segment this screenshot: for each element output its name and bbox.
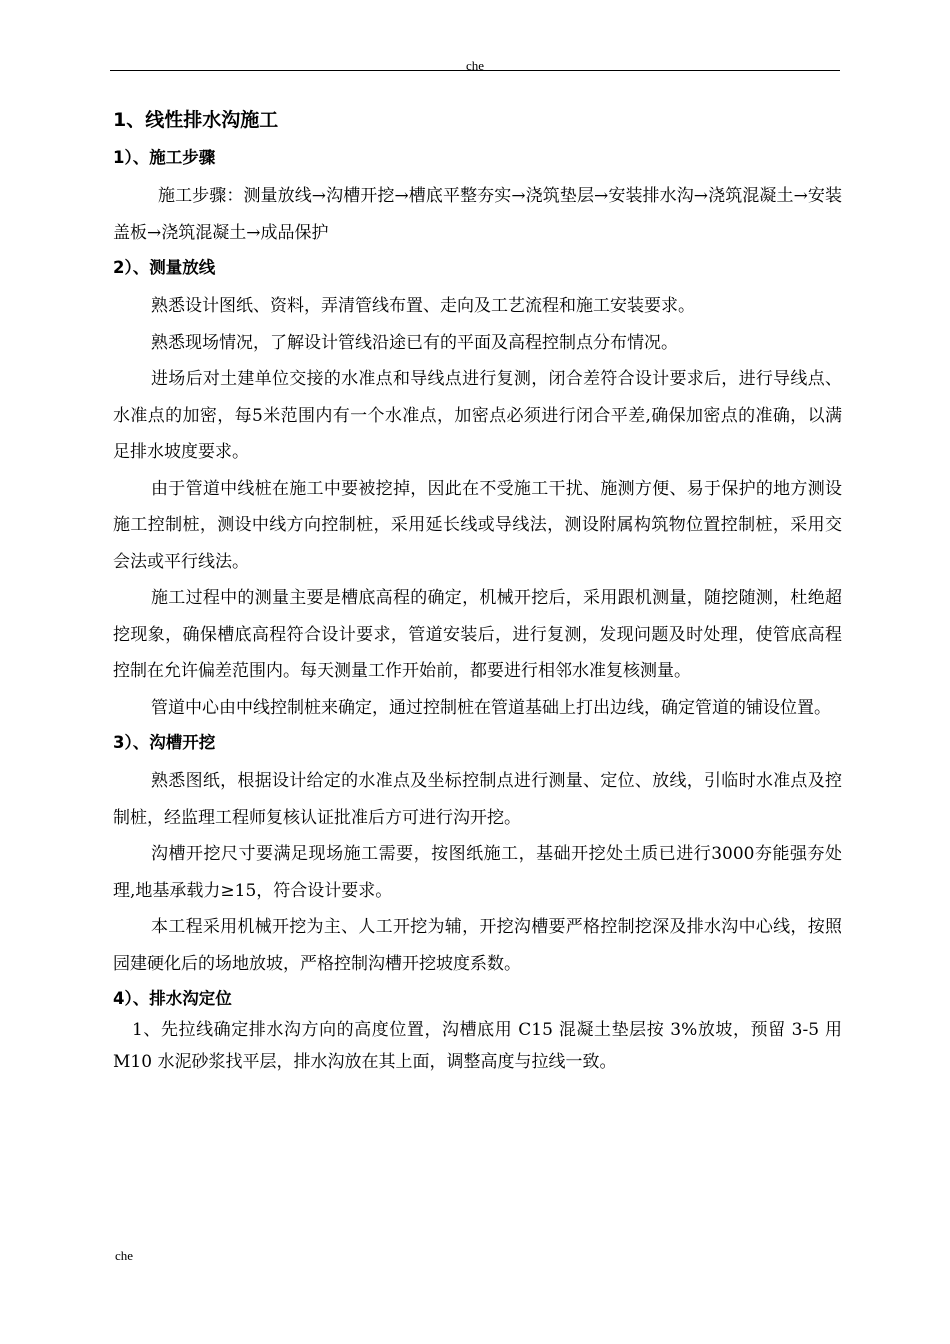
paragraph: 施工步骤：测量放线→沟槽开挖→槽底平整夯实→浇筑垫层→安装排水沟→浇筑混凝土→安装盖板→浇筑混凝土→成品保护: [113, 186, 842, 243]
paragraph: 1、先拉线确定排水沟方向的高度位置，沟槽底用 C15 混凝土垫层按 3%放坡，预留 3-5 用 M10 水泥砂浆找平层，排水沟放在其上面，调整高度与拉线一致。: [113, 1020, 842, 1072]
section-trench-excavation: [113, 728, 842, 982]
paragraph: 沟槽开挖尺寸要满足现场施工需要，按图纸施工，基础开挖处土质已进行3000夯能强夯处理,地基承载力≥15，符合设计要求。: [113, 844, 842, 901]
paragraph: 熟悉图纸，根据设计给定的水准点及坐标控制点进行测量、定位、放线，引临时水准点及控制桩，经监理工程师复核认证批准后方可进行沟开挖。: [113, 771, 842, 828]
paragraph: 施工过程中的测量主要是槽底高程的确定，机械开挖后，采用跟机测量，随挖随测，杜绝超挖现象，确保槽底高程符合设计要求，管道安装后，进行复测，发现问题及时处理，使管底高程控制在允许偏差范围内。每天测量工作开始前，都要进行相邻水准复核测量。: [113, 588, 842, 681]
section-heading: 1）、施工步骤: [113, 148, 216, 167]
page-footer: che: [115, 1248, 134, 1263]
header-divider: [110, 70, 840, 71]
section-heading: 3）、沟槽开挖: [113, 733, 216, 752]
section-heading: 2）、测量放线: [113, 258, 216, 277]
section-surveying: [113, 253, 842, 726]
paragraph: 管道中心由中线控制桩来确定，通过控制桩在管道基础上打出边线，确定管道的铺设位置。: [151, 697, 831, 718]
page-header: che: [465, 58, 485, 73]
paragraph: 进场后对土建单位交接的水准点和导线点进行复测，闭合差符合设计要求后，进行导线点、水准点的加密，每5米范围内有一个水准点，加密点必须进行闭合平差,确保加密点的准确，以满足排水坡度要求。: [113, 369, 842, 462]
paragraph: 由于管道中线桩在施工中要被挖掉，因此在不受施工干扰、施测方便、易于保护的地方测设施工控制桩，测设中线方向控制桩，采用延长线或导线法，测设附属构筑物位置控制桩，采用交会法或平行线法。: [113, 478, 842, 572]
paragraph: 熟悉现场情况，了解设计管线沿途已有的平面及高程控制点分布情况。: [151, 332, 678, 353]
document-title: 1、线性排水沟施工: [113, 109, 279, 131]
paragraph: 熟悉设计图纸、资料，弄清管线布置、走向及工艺流程和施工安装要求。: [151, 296, 695, 316]
section-construction-steps: [113, 143, 842, 251]
section-heading: 4）、排水沟定位: [113, 989, 232, 1008]
section-drain-positioning: [113, 984, 842, 1078]
document-body: [113, 105, 842, 1078]
paragraph: 本工程采用机械开挖为主、人工开挖为辅，开挖沟槽要严格控制挖深及排水沟中心线，按照园建硬化后的场地放坡，严格控制沟槽开挖坡度系数。: [113, 917, 842, 974]
